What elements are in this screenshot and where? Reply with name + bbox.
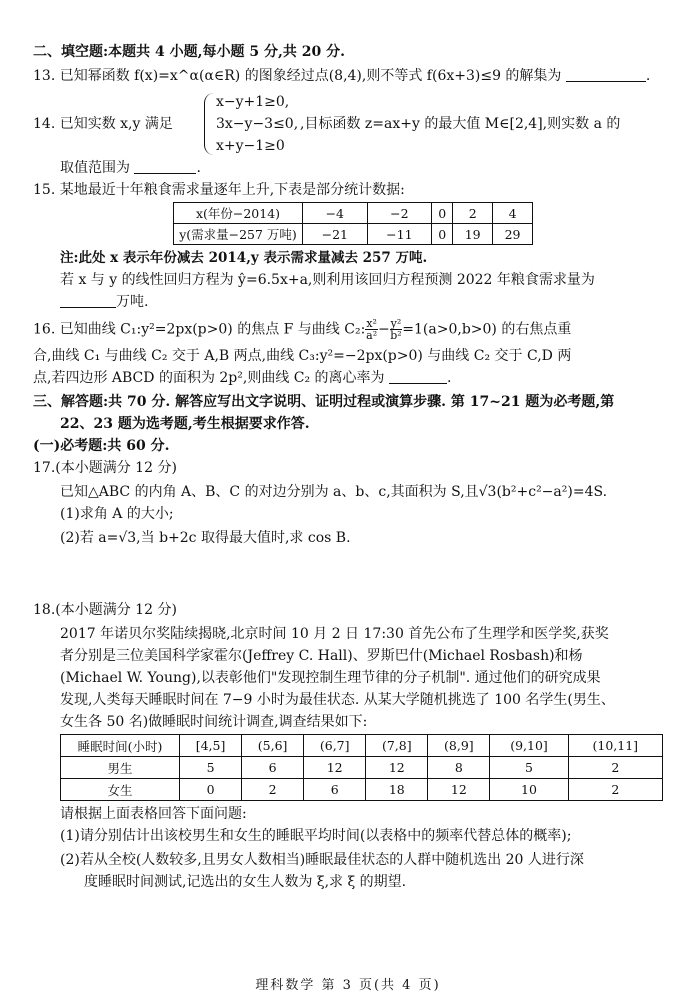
table-cell: (9,10] bbox=[490, 735, 568, 757]
q17-line-1: 已知△ABC 的内角 A、B、C 的对边分别为 a、b、c,其面积为 S,且√3(b²+c²−a²)=4S. bbox=[60, 484, 608, 500]
fraction bbox=[390, 318, 403, 341]
q15-text-2: 若 x 与 y 的线性回归方程为 ŷ=6.5x+a,则利用该回归方程预测 2022 年粮食需求量为 bbox=[60, 272, 595, 288]
q17-part-2: (2)若 a=√3,当 b+2c 取得最大值时,求 cos B. bbox=[60, 530, 351, 546]
q15-text: 15. 某地最近十年粮食需求量逐年上升,下表是部分统计数据: bbox=[33, 182, 405, 198]
q14-line-2 bbox=[60, 158, 201, 178]
table-cell: 12 bbox=[428, 779, 490, 801]
q14-line-2-text: 取值范围为 bbox=[60, 160, 130, 176]
q16-line-3 bbox=[33, 368, 451, 388]
table-cell: 5 bbox=[180, 757, 242, 779]
fraction-denominator: a² bbox=[366, 329, 378, 342]
q14-lead: 14. 已知实数 x,y 满足 bbox=[33, 116, 173, 132]
q18-part-2a: (2)若从全校(人数较多,且男女人数相当)睡眠最佳状态的人群中随机选出 20 人进行深 bbox=[60, 852, 584, 868]
page-footer: 理科数学 第 3 页(共 4 页) bbox=[255, 978, 441, 993]
table-cell: 2 bbox=[453, 203, 493, 224]
q15-note: 注:此处 x 表示年份减去 2014,y 表示需求量减去 257 万吨. bbox=[60, 250, 428, 266]
q16-line-2: 合,曲线 C₁ 与曲线 C₂ 交于 A,B 两点,曲线 C₃:y²=−2px(p>0) 与曲线 C₂ 交于 C,D 两 bbox=[33, 348, 572, 364]
q15-unit: 万吨. bbox=[116, 294, 149, 310]
table-cell: 5 bbox=[490, 757, 568, 779]
table-cell: 10 bbox=[490, 779, 568, 801]
table-cell: 29 bbox=[493, 224, 533, 245]
table-cell: 12 bbox=[366, 757, 428, 779]
q16-line-1a: 16. 已知曲线 C₁:y²=2px(p>0) 的焦点 F 与曲线 C₂: bbox=[33, 321, 366, 338]
table-cell: −21 bbox=[303, 224, 368, 245]
table-cell: y(需求量−257 万吨) bbox=[174, 224, 303, 245]
table-cell: 2 bbox=[242, 779, 304, 801]
table-cell: −11 bbox=[367, 224, 432, 245]
table-row bbox=[174, 224, 533, 245]
q14-condition-3: x+y−1≥0 bbox=[216, 138, 285, 154]
q14-answer-blank bbox=[134, 159, 196, 174]
q18-line-5: 女生各 50 名)做睡眠时间统计调查,调查结果如下: bbox=[60, 714, 368, 730]
q13-answer-blank bbox=[566, 67, 646, 82]
q16-end: . bbox=[447, 370, 452, 386]
q18-line-6: 请根据上面表格回答下面问题: bbox=[60, 806, 247, 822]
table-cell: 19 bbox=[453, 224, 493, 245]
q18-table bbox=[60, 734, 663, 801]
table-row bbox=[61, 735, 663, 757]
table-row bbox=[174, 203, 533, 224]
fraction bbox=[365, 318, 378, 341]
table-cell: 睡眠时间(小时) bbox=[61, 735, 180, 757]
q15-table bbox=[173, 202, 533, 245]
table-cell: (10,11] bbox=[568, 735, 662, 757]
table-cell: 0 bbox=[432, 224, 453, 245]
table-cell: 8 bbox=[428, 757, 490, 779]
q18-line-4: 发现,人类每天睡眠时间在 7−9 小时为最佳状态. 从某大学随机挑选了 100 名学生(男生、 bbox=[60, 692, 615, 708]
table-cell: (7,8] bbox=[366, 735, 428, 757]
q17-title: 17.(本小题满分 12 分) bbox=[33, 460, 177, 476]
q13-text: 13. 已知幂函数 f(x)=x^α(α∈R) 的图象经过点(8,4),则不等式 f(6x+3)≤9 的解集为 bbox=[33, 68, 562, 84]
q14-mid: ,目标函数 z=ax+y 的最大值 M∈[2,4],则实数 a 的 bbox=[300, 116, 621, 132]
table-cell: −4 bbox=[303, 203, 368, 224]
q16-answer-blank bbox=[389, 369, 447, 384]
table-cell: [4,5] bbox=[180, 735, 242, 757]
table-cell: 2 bbox=[568, 757, 662, 779]
question-13 bbox=[33, 66, 650, 86]
table-cell: (5,6] bbox=[242, 735, 304, 757]
q18-line-3: (Michael W. Young),以表彰他们"发现控制生理节律的分子机制". 通过他们的研究成果 bbox=[60, 670, 601, 686]
q16-line-1b: =1(a>0,b>0) 的右焦点重 bbox=[402, 321, 572, 338]
minus-sign: − bbox=[377, 321, 390, 338]
fraction-numerator: y² bbox=[390, 317, 402, 330]
table-cell: 男生 bbox=[61, 757, 180, 779]
q18-title: 18.(本小题满分 12 分) bbox=[33, 602, 177, 618]
table-cell: 18 bbox=[366, 779, 428, 801]
section-3-subheading: (一)必考题:共 60 分. bbox=[33, 438, 170, 454]
table-cell: −2 bbox=[367, 203, 432, 224]
table-cell: 0 bbox=[432, 203, 453, 224]
fraction-numerator: x² bbox=[366, 317, 377, 330]
table-cell: (6,7] bbox=[304, 735, 366, 757]
section-3-heading-1: 三、解答题:共 70 分. 解答应写出文字说明、证明过程或演算步骤. 第 17~21 题为必考题,第 bbox=[33, 394, 615, 410]
table-cell: 6 bbox=[242, 757, 304, 779]
q16-line-3-text: 点,若四边形 ABCD 的面积为 2p²,则曲线 C₂ 的离心率为 bbox=[33, 370, 385, 386]
table-cell: 6 bbox=[304, 779, 366, 801]
section-3-heading-2: 22、23 题为选考题,考生根据要求作答. bbox=[60, 416, 310, 432]
q16-line-1 bbox=[33, 318, 571, 341]
q15-line-3 bbox=[60, 292, 148, 312]
q14-condition-2: 3x−y−3≤0, bbox=[216, 116, 299, 132]
table-row bbox=[61, 757, 663, 779]
q15-answer-blank bbox=[60, 293, 116, 308]
table-cell: x(年份−2014) bbox=[174, 203, 303, 224]
table-cell: 12 bbox=[304, 757, 366, 779]
fraction-denominator: b² bbox=[390, 329, 402, 342]
table-cell: 2 bbox=[568, 779, 662, 801]
table-cell: (8,9] bbox=[428, 735, 490, 757]
q18-part-2b: 度睡眠时间测试,记选出的女生人数为 ξ,求 ξ 的期望. bbox=[84, 874, 407, 890]
q18-line-2: 者分别是三位美国科学家霍尔(Jeffrey C. Hall)、罗斯巴什(Michael Rosbash)和杨 bbox=[60, 648, 583, 664]
table-cell: 0 bbox=[180, 779, 242, 801]
q14-condition-1: x−y+1≥0, bbox=[216, 94, 290, 110]
table-cell: 4 bbox=[493, 203, 533, 224]
q17-part-1: (1)求角 A 的大小; bbox=[60, 506, 174, 522]
q18-line-1: 2017 年诺贝尔奖陆续揭晓,北京时间 10 月 2 日 17:30 首先公布了生理学和医学奖,获奖 bbox=[60, 626, 609, 642]
q18-part-1: (1)请分别估计出该校男生和女生的睡眠平均时间(以表格中的频率代替总体的概率); bbox=[60, 828, 572, 844]
q14-end: . bbox=[196, 160, 201, 176]
table-cell: 女生 bbox=[61, 779, 180, 801]
q13-end: . bbox=[645, 68, 651, 84]
section-2-heading: 二、填空题:本题共 4 小题,每小题 5 分,共 20 分. bbox=[33, 44, 345, 60]
table-row bbox=[61, 779, 663, 801]
